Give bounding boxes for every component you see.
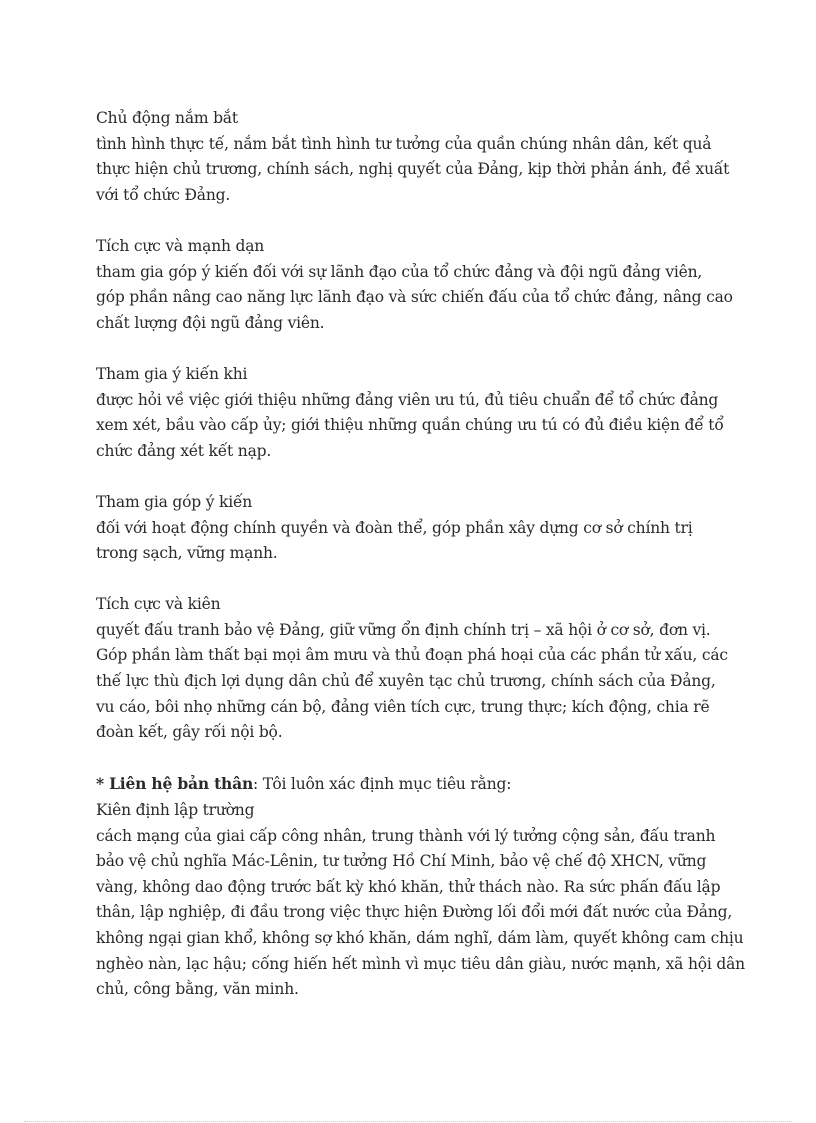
text-line: tình hình thực tế, nắm bắt tình hình tư tưởng của quần chúng nhân dân, kết quả [96, 134, 712, 153]
text-line: tham gia góp ý kiến đối với sự lãnh đạo của tổ chức đảng và đội ngũ đảng viên, [96, 262, 703, 281]
text-line: quyết đấu tranh bảo vệ Đảng, giữ vững ổn định chính trị – xã hội ở cơ sở, đơn vị. [96, 620, 711, 639]
text-line: thân, lập nghiệp, đi đầu trong việc thực hiện Đường lối đổi mới đất nước của Đảng, [96, 903, 733, 922]
text-line: góp phần nâng cao năng lực lãnh đạo và sức chiến đấu của tổ chức đảng, nâng cao [96, 288, 733, 307]
text-line: cách mạng của giai cấp công nhân, trung thành với lý tưởng cộng sản, đấu tranh [96, 826, 716, 845]
section-active-bold [96, 234, 733, 336]
section-personal-reflection [96, 771, 745, 1002]
text-line: thực hiện chủ trương, chính sách, nghị quyết của Đảng, kịp thời phản ánh, đề xuất [96, 160, 730, 179]
text-line: thế lực thù địch lợi dụng dân chủ để xuyên tạc chủ trương, chính sách của Đảng, [96, 672, 716, 691]
text-line: chủ, công bằng, văn minh. [96, 980, 299, 999]
document-body [96, 106, 745, 1028]
page-bottom-divider [24, 1121, 792, 1122]
section-lead: Tích cực và kiên [96, 595, 221, 614]
personal-bold-label: * Liên hệ bản thân [96, 774, 254, 794]
text-line: vu cáo, bôi nhọ những cán bộ, đảng viên tích cực, trung thực; kích động, chia rẽ [96, 697, 710, 716]
text-line: xem xét, bầu vào cấp ủy; giới thiệu những quần chúng ưu tú có đủ điều kiện để tổ [96, 416, 724, 435]
text-line: chức đảng xét kết nạp. [96, 441, 272, 460]
section-lead: Kiên định lập trường [96, 801, 255, 820]
text-line: nghèo nàn, lạc hậu; cống hiến hết mình vì mục tiêu dân giàu, nước mạnh, xã hội dân [96, 954, 745, 973]
text-line: đối với hoạt động chính quyền và đoàn thể, góp phần xây dựng cơ sở chính trị [96, 518, 693, 537]
section-lead: Chủ động nắm bắt [96, 109, 238, 127]
section-lead: Tham gia góp ý kiến [96, 492, 253, 511]
text-line: Góp phần làm thất bại mọi âm mưu và thủ đoạn phá hoại của các phần tử xấu, các [96, 646, 728, 665]
personal-intro: : Tôi luôn xác định mục tiêu rằng: [253, 775, 512, 794]
text-line: chất lượng đội ngũ đảng viên. [96, 313, 325, 332]
section-opinion-when-asked [96, 362, 724, 464]
section-proactive-grasp [96, 106, 730, 208]
text-line: không ngại gian khổ, không sợ khó khăn, dám nghĩ, dám làm, quyết không cam chịu [96, 929, 744, 947]
section-contribute-opinion [96, 490, 706, 567]
personal-heading [96, 771, 706, 798]
text-line: bảo vệ chủ nghĩa Mác-Lênin, tư tưởng Hồ Chí Minh, bảo vệ chế độ XHCN, vững [96, 852, 707, 871]
text-line: được hỏi về việc giới thiệu những đảng viên ưu tú, đủ tiêu chuẩn để tổ chức đảng [96, 390, 719, 409]
section-lead: Tham gia ý kiến khi [96, 364, 248, 383]
section-active-resolute [96, 592, 728, 746]
text-line: trong sạch, vững mạnh. [96, 544, 278, 563]
section-lead: Tích cực và mạnh dạn [96, 236, 265, 255]
text-line: vàng, không dao động trước bất kỳ khó khăn, thử thách nào. Ra sức phấn đấu lập [96, 877, 721, 896]
text-line: với tổ chức Đảng. [96, 185, 231, 204]
text-line: đoàn kết, gây rối nội bộ. [96, 723, 283, 742]
